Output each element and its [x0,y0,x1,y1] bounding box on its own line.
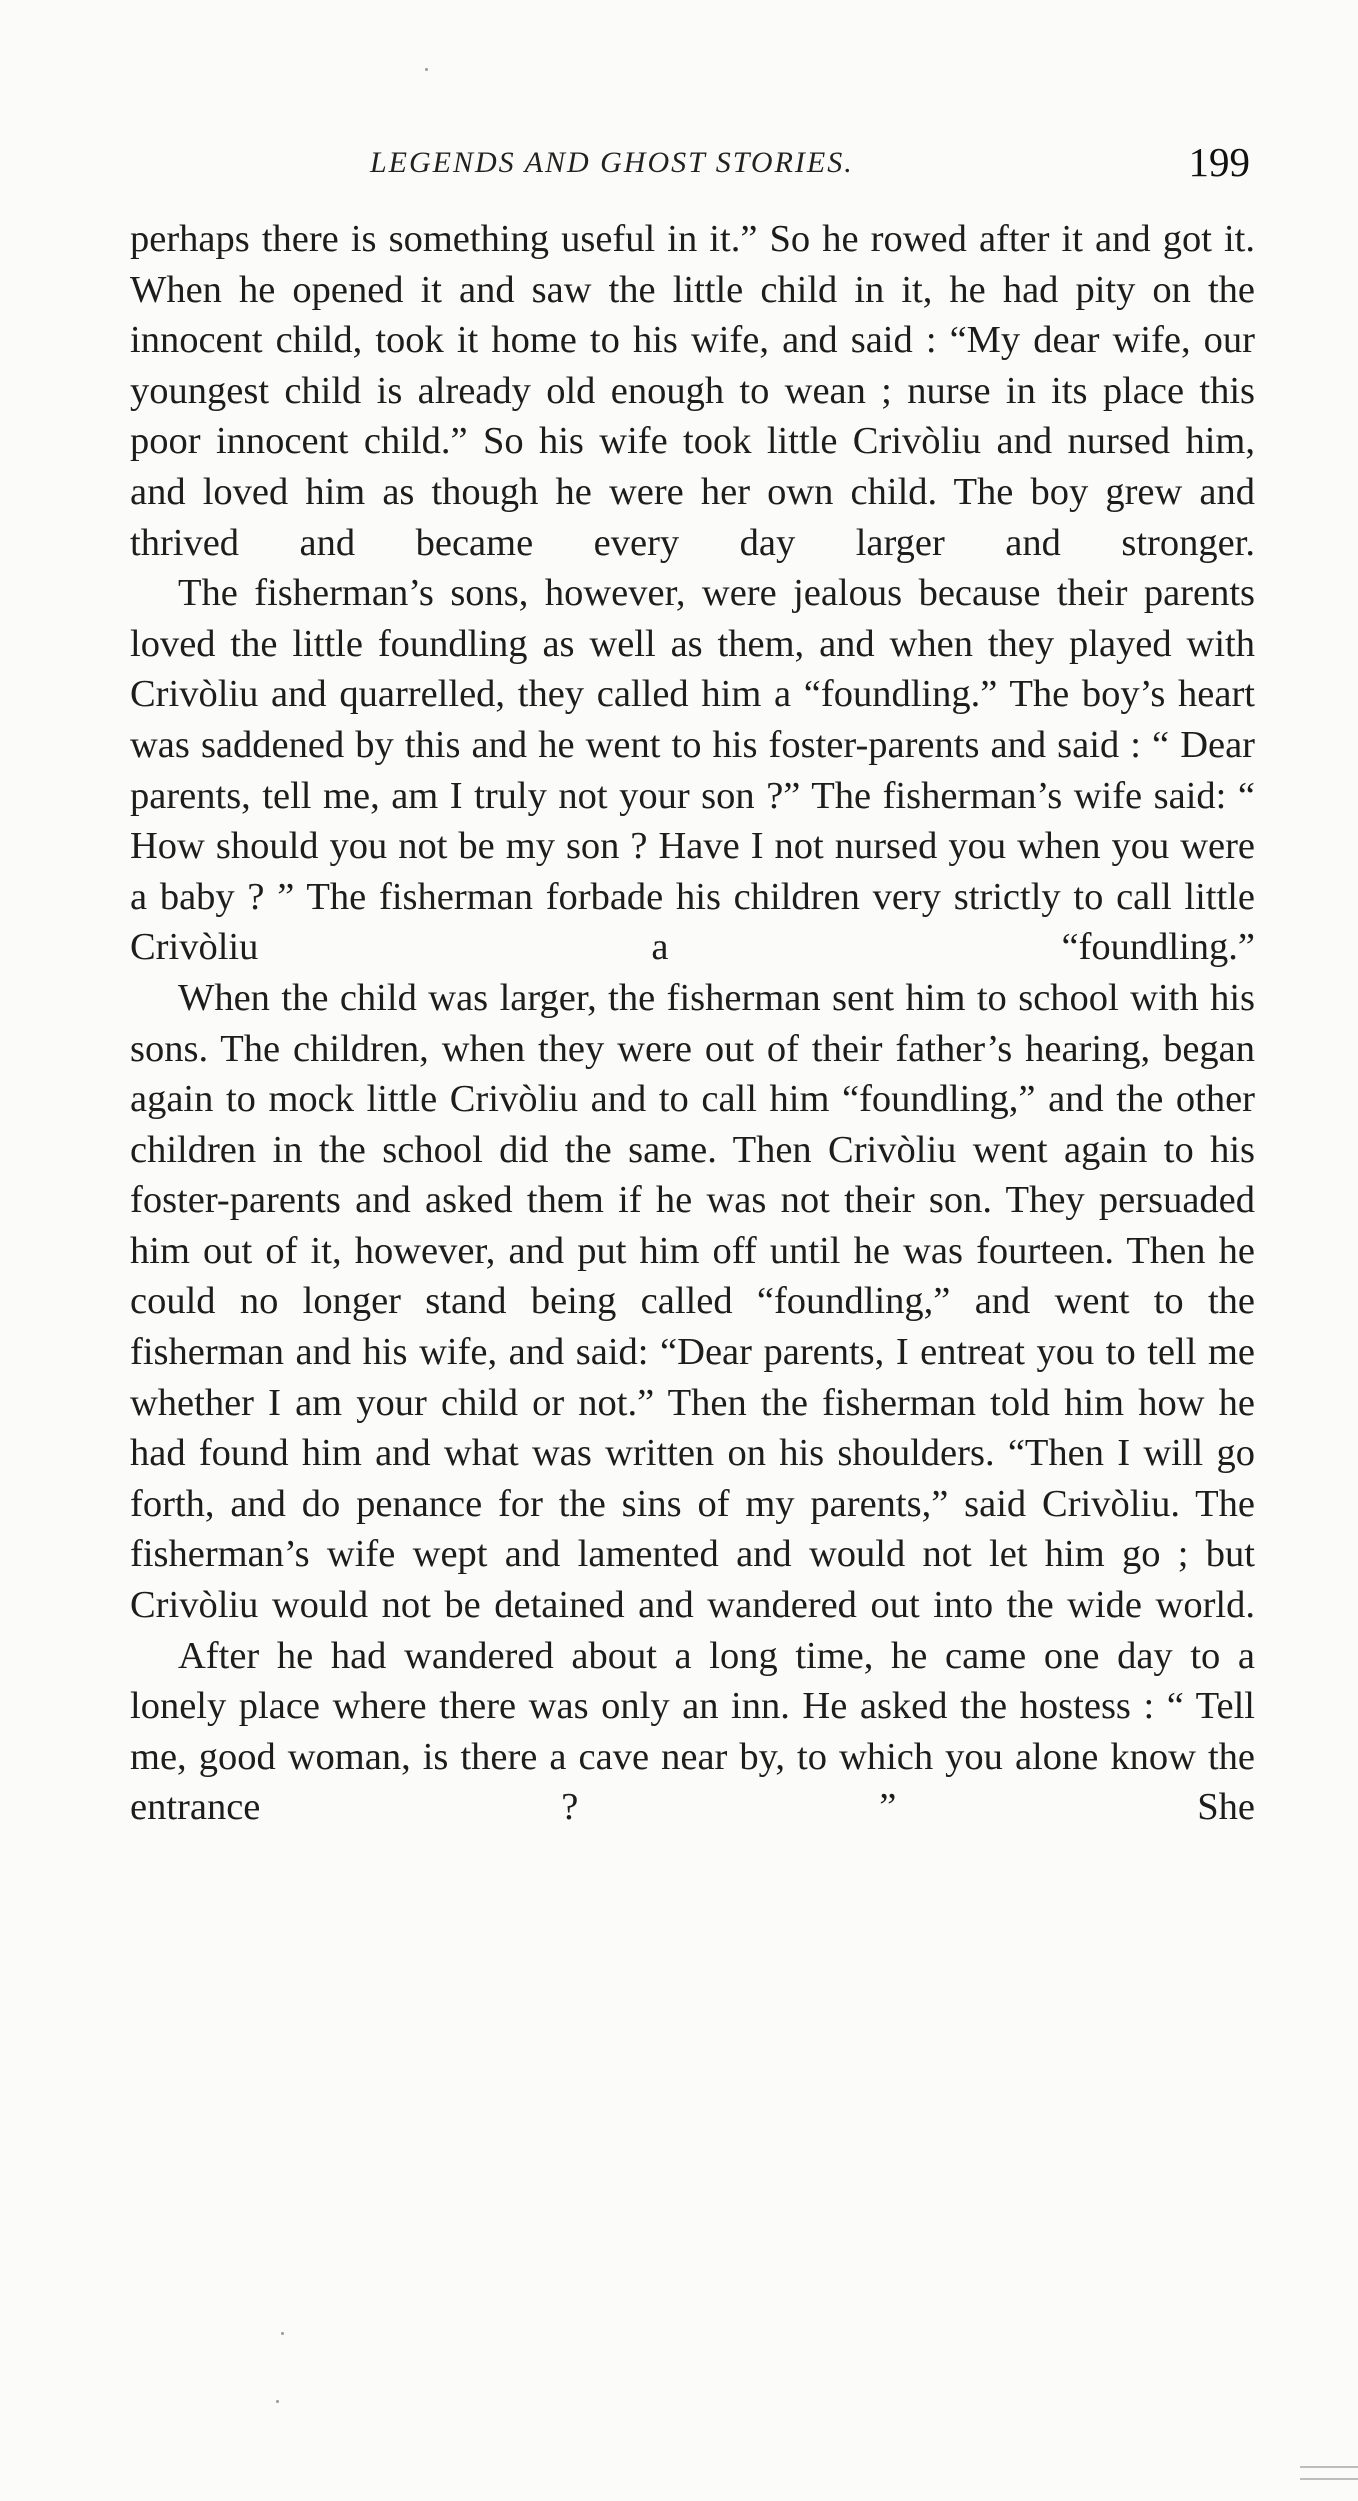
paper-speck [425,68,428,71]
paper-speck [281,2332,284,2335]
running-head [130,138,1250,194]
page-number: 199 [1188,139,1250,185]
body-text [130,214,1255,1833]
running-title: LEGENDS AND GHOST STORIES. [370,146,854,179]
paper-speck [276,2400,279,2403]
paragraph-1: perhaps there is something useful in it.” So he rowed after it and got it. When he opened it and saw the little child in it, he had pity on the innocent child, took it home to his wife, and said : “My dear wife, our youngest child is already old enough to wean ; nurse in its place this poor innocent child.” So his wife took little Crivòliu and nursed him, and loved him as though he were her own child. The boy grew and thrived and became every day larger and stronger. [130,218,1255,564]
paragraph-4: After he had wandered about a long time, he came one day to a lonely place where there was only an inn. He asked the hostess : “ Tell me, good woman, is there a cave near by, to which you alone know the entrance ? ” She [130,1634,1255,1829]
page-edge-mark [1300,2478,1358,2480]
page-edge-mark [1300,2466,1358,2468]
paragraph-2: The fisherman’s sons, however, were jealous because their parents loved the little foundling as well as them, and when they played with Crivòliu and quarrelled, they called him a “foundling.” The boy’s heart was saddened by this and he went to his foster-parents and said : “ Dear parents, tell me, am I truly not your son ?” The fisherman’s wife said: “ How should you not be my son ? Have I not nursed you when you were a baby ? ” The fisherman forbade his children very strictly to call little Crivòliu a “foundling.” [130,572,1255,969]
paragraph-3: When the child was larger, the fisherman sent him to school with his sons. The children, when they were out of their father’s hearing, began again to mock little Crivòliu and to call him “foundling,” and the other children in the school did the same. Then Crivòliu went again to his foster-parents and asked them if he was not their son. They persuaded him out of it, however, and put him off until he was fourteen. Then he could no longer stand being called “foundling,” and went to the fisherman and his wife, and said: “Dear parents, I entreat you to tell me whether I am your child or not.” Then the fisherman told him how he had found him and what was written on his shoulders. “Then I will go forth, and do penance for the sins of my parents,” said Crivòliu. The fisherman’s wife wept and lamented and would not let him go ; but Crivòliu would not be detained and wandered out into the wide world. [130,976,1255,1627]
